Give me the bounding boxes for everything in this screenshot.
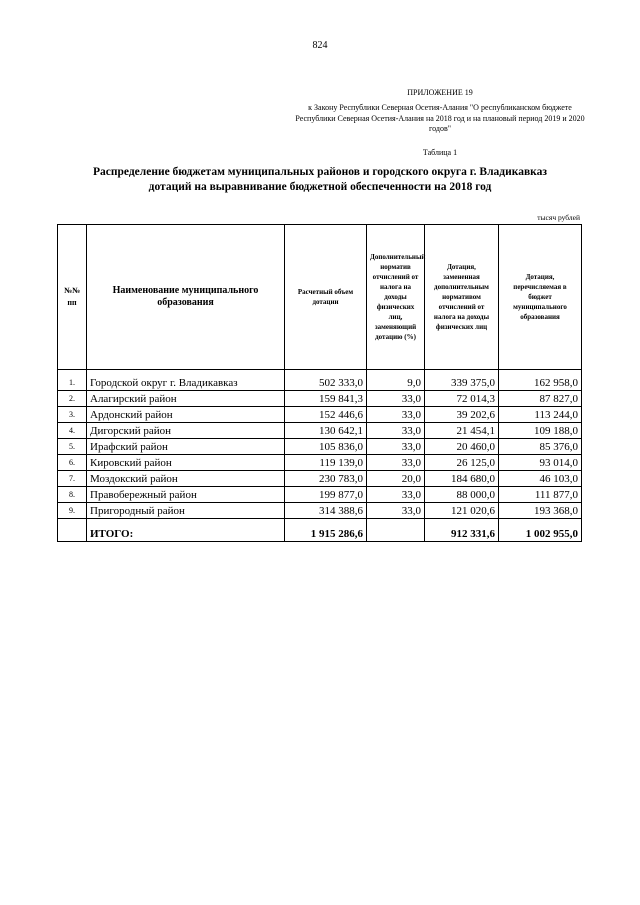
replaced-amount: 121 020,6 bbox=[425, 503, 499, 519]
replaced-amount: 20 460,0 bbox=[425, 439, 499, 455]
replaced-amount: 88 000,0 bbox=[425, 487, 499, 503]
title-line-1: Распределение бюджетам муниципальных районов и городского округа г. Владикавказ bbox=[93, 166, 547, 178]
row-number: 5. bbox=[58, 439, 87, 455]
total-calc: 1 915 286,6 bbox=[285, 519, 367, 542]
table-row bbox=[58, 370, 582, 391]
transferred-amount: 85 376,0 bbox=[499, 439, 582, 455]
norm-percent: 20,0 bbox=[367, 471, 425, 487]
calc-amount: 105 836,0 bbox=[285, 439, 367, 455]
norm-percent: 33,0 bbox=[367, 407, 425, 423]
norm-percent: 33,0 bbox=[367, 487, 425, 503]
municipality-name: Дигорский район bbox=[87, 423, 285, 439]
row-number: 9. bbox=[58, 503, 87, 519]
municipality-name: Пригородный район bbox=[87, 503, 285, 519]
table-row bbox=[58, 487, 582, 503]
table-row bbox=[58, 407, 582, 423]
total-replaced: 912 331,6 bbox=[425, 519, 499, 542]
row-number: 3. bbox=[58, 407, 87, 423]
title-line-2: дотаций на выравнивание бюджетной обеспеченности на 2018 год bbox=[148, 181, 492, 193]
row-number: 6. bbox=[58, 455, 87, 471]
header-name: Наименование муниципального образования bbox=[87, 225, 285, 370]
subsidy-table bbox=[57, 224, 582, 542]
replaced-amount: 184 680,0 bbox=[425, 471, 499, 487]
row-number: 1. bbox=[58, 370, 87, 391]
table-row bbox=[58, 439, 582, 455]
calc-amount: 159 841,3 bbox=[285, 391, 367, 407]
table-row bbox=[58, 391, 582, 407]
total-transferred: 1 002 955,0 bbox=[499, 519, 582, 542]
norm-percent: 33,0 bbox=[367, 391, 425, 407]
table-label: Таблица 1 bbox=[422, 148, 458, 157]
calc-amount: 199 877,0 bbox=[285, 487, 367, 503]
table-row bbox=[58, 503, 582, 519]
municipality-name: Моздокский район bbox=[87, 471, 285, 487]
table-row bbox=[58, 455, 582, 471]
units-label: тысяч рублей bbox=[537, 213, 580, 222]
calc-amount: 130 642,1 bbox=[285, 423, 367, 439]
page-number: 824 bbox=[312, 40, 328, 51]
norm-percent: 33,0 bbox=[367, 503, 425, 519]
municipality-name: Правобережный район bbox=[87, 487, 285, 503]
transferred-amount: 111 877,0 bbox=[499, 487, 582, 503]
appendix-label: ПРИЛОЖЕНИЕ 19 bbox=[407, 88, 473, 97]
table-row bbox=[58, 423, 582, 439]
calc-amount: 230 783,0 bbox=[285, 471, 367, 487]
replaced-amount: 39 202,6 bbox=[425, 407, 499, 423]
total-label: ИТОГО: bbox=[87, 519, 285, 542]
calc-amount: 152 446,6 bbox=[285, 407, 367, 423]
replaced-amount: 26 125,0 bbox=[425, 455, 499, 471]
row-number: 8. bbox=[58, 487, 87, 503]
norm-percent: 33,0 bbox=[367, 439, 425, 455]
table-row bbox=[58, 471, 582, 487]
header-calc: Расчетный объем дотации bbox=[285, 225, 367, 370]
calc-amount: 119 139,0 bbox=[285, 455, 367, 471]
transferred-amount: 93 014,0 bbox=[499, 455, 582, 471]
header-norm: Дополнительный норматив отчислений от налога на доходы физических лиц, заменяющий дотацию (%) bbox=[367, 225, 425, 370]
replaced-amount: 21 454,1 bbox=[425, 423, 499, 439]
transferred-amount: 87 827,0 bbox=[499, 391, 582, 407]
municipality-name: Кировский район bbox=[87, 455, 285, 471]
law-reference: к Закону Республики Северная Осетия-Алания "О республиканском бюджете Республики Северная Осетия-Алания на 2018 год и на плановый период 2019 и 2020 годов" bbox=[295, 103, 585, 133]
transferred-amount: 162 958,0 bbox=[499, 370, 582, 391]
norm-percent: 33,0 bbox=[367, 455, 425, 471]
transferred-amount: 46 103,0 bbox=[499, 471, 582, 487]
calc-amount: 502 333,0 bbox=[285, 370, 367, 391]
transferred-amount: 113 244,0 bbox=[499, 407, 582, 423]
header-replaced: Дотация, замененная дополнительным нормативом отчислений от налога на доходы физических лиц bbox=[425, 225, 499, 370]
row-number: 7. bbox=[58, 471, 87, 487]
row-number: 2. bbox=[58, 391, 87, 407]
row-number: 4. bbox=[58, 423, 87, 439]
norm-percent: 33,0 bbox=[367, 423, 425, 439]
transferred-amount: 193 368,0 bbox=[499, 503, 582, 519]
header-transferred: Дотация, перечисляемая в бюджет муниципального образования bbox=[499, 225, 582, 370]
norm-percent: 9,0 bbox=[367, 370, 425, 391]
total-row bbox=[58, 519, 582, 542]
header-number: №№ пп bbox=[58, 225, 87, 370]
municipality-name: Ардонский район bbox=[87, 407, 285, 423]
header-row bbox=[58, 225, 582, 370]
replaced-amount: 339 375,0 bbox=[425, 370, 499, 391]
transferred-amount: 109 188,0 bbox=[499, 423, 582, 439]
calc-amount: 314 388,6 bbox=[285, 503, 367, 519]
municipality-name: Ирафский район bbox=[87, 439, 285, 455]
replaced-amount: 72 014,3 bbox=[425, 391, 499, 407]
municipality-name: Городской округ г. Владикавказ bbox=[87, 370, 285, 391]
municipality-name: Алагирский район bbox=[87, 391, 285, 407]
document-title bbox=[60, 165, 580, 195]
